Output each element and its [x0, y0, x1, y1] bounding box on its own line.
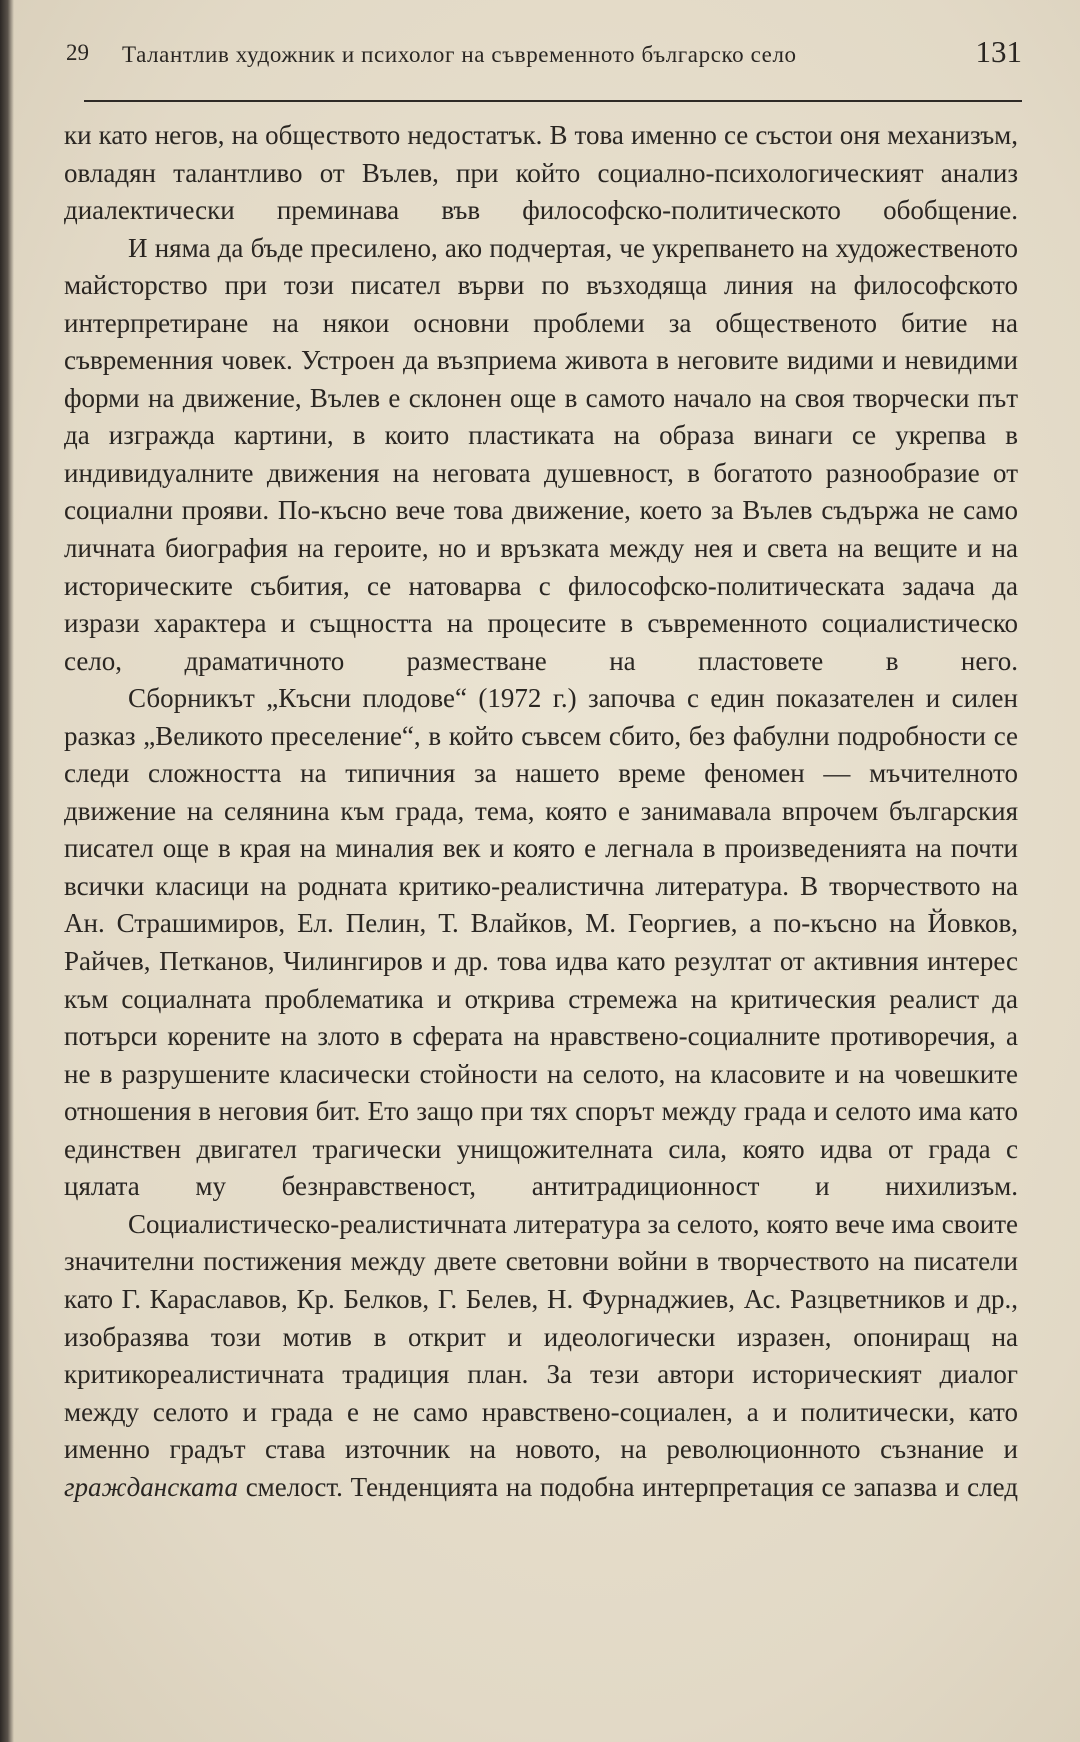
book-spine-shadow	[0, 0, 14, 1742]
paragraph-2	[64, 230, 1018, 681]
paragraph-text: Сборникът „Късни плодове“ (1972 г.) започва с един показателен и силен разказ „Великото преселение“, в който съвсем сбито, без фабулни подробности се следи сложността на типичния за нашето време феномен — мъчителното движение на селянина към града, тема, която е занимавала впрочем българския писател още в края на миналия век и която е легнала в произведенията на почти всички класици на родната критико-реалистична литература. В творчеството на Ан. Страшимиров, Ел. Пелин, Т. Влайков, М. Георгиев, а по-късно на Йовков, Райчев, Петканов, Чилингиров и др. това идва като резултат от активния интерес към социалната проблематика и открива стремежа на критическия реалист да потърси корените на злото в сферата на нравствено-социалните противоречия, а не в разрушените класически стойности на селото, на класовите и на човешките отношения в неговия бит. Ето защо при тях спорът между града и селото има като единствен двигател трагически унищожителната сила, която идва от града с цялата му безнравственост, антитрадиционност и нихилизъм.	[64, 683, 1018, 1202]
page-number: 131	[975, 34, 1022, 69]
paragraph-4	[64, 1206, 1018, 1506]
header-rule	[84, 100, 1022, 102]
chapter-number: 29	[66, 40, 89, 65]
paragraph-text: смелост. Тенденцията на подобна интерпретация се запазва и след	[237, 1471, 1018, 1502]
italic-emphasis: гражданската	[64, 1471, 238, 1502]
page-header	[66, 26, 1022, 96]
body-text	[64, 117, 1018, 1506]
paragraph-text: Социалистическо-реалистичната литература за селото, която вече има своите значителни постижения между двете световни войни в творчеството на писатели като Г. Караславов, Кр. Белков, Г. Белев, Н. Фурнаджиев, Ас. Разцветников и др., изобразява този мотив в открит и идеологически изразен, опониращ на критикореалистичната традиция план. За тези автори историческият диалог между селото и града е не само нравствено-социален, а и политически, като именно градът става източник на новото, на революционното съзнание и	[64, 1208, 1018, 1465]
paragraph-1	[64, 117, 1018, 230]
paragraph-3	[64, 680, 1018, 1206]
paragraph-text: И няма да бъде пресилено, ако подчертая, че укрепването на художественото майсторство при този писател върви по възходяща линия на философското интерпретиране на някои основни проблеми за общественото битие на съвременния човек. Устроен да възприема живота в неговите видими и невидими форми на движение, Вълев е склонен още в самото начало на своя творчески път да изгражда картини, в които пластиката на образа винаги се укрепва в индивидуалните движения на неговата душевност, в богатото разнообразие от социални прояви. По-късно вече това движение, което за Вълев съдържа не само личната биография на героите, но и връзката между нея и света на вещите и на историческите събития, се натоварва с философско-политическата задача да изрази характера и същността на процесите в съвременното социалистическо село, драматичното разместване на пластовете в него.	[64, 232, 1018, 676]
running-title: Талантлив художник и психолог на съвременното българско село	[122, 42, 797, 67]
paragraph-text: ки като негов, на обществото недостатък. В това именно се състои оня механизъм, овладян талантливо от Вълев, при който социално-психологическият анализ диалектически преминава във философско-политическото обобщение.	[64, 120, 1018, 226]
